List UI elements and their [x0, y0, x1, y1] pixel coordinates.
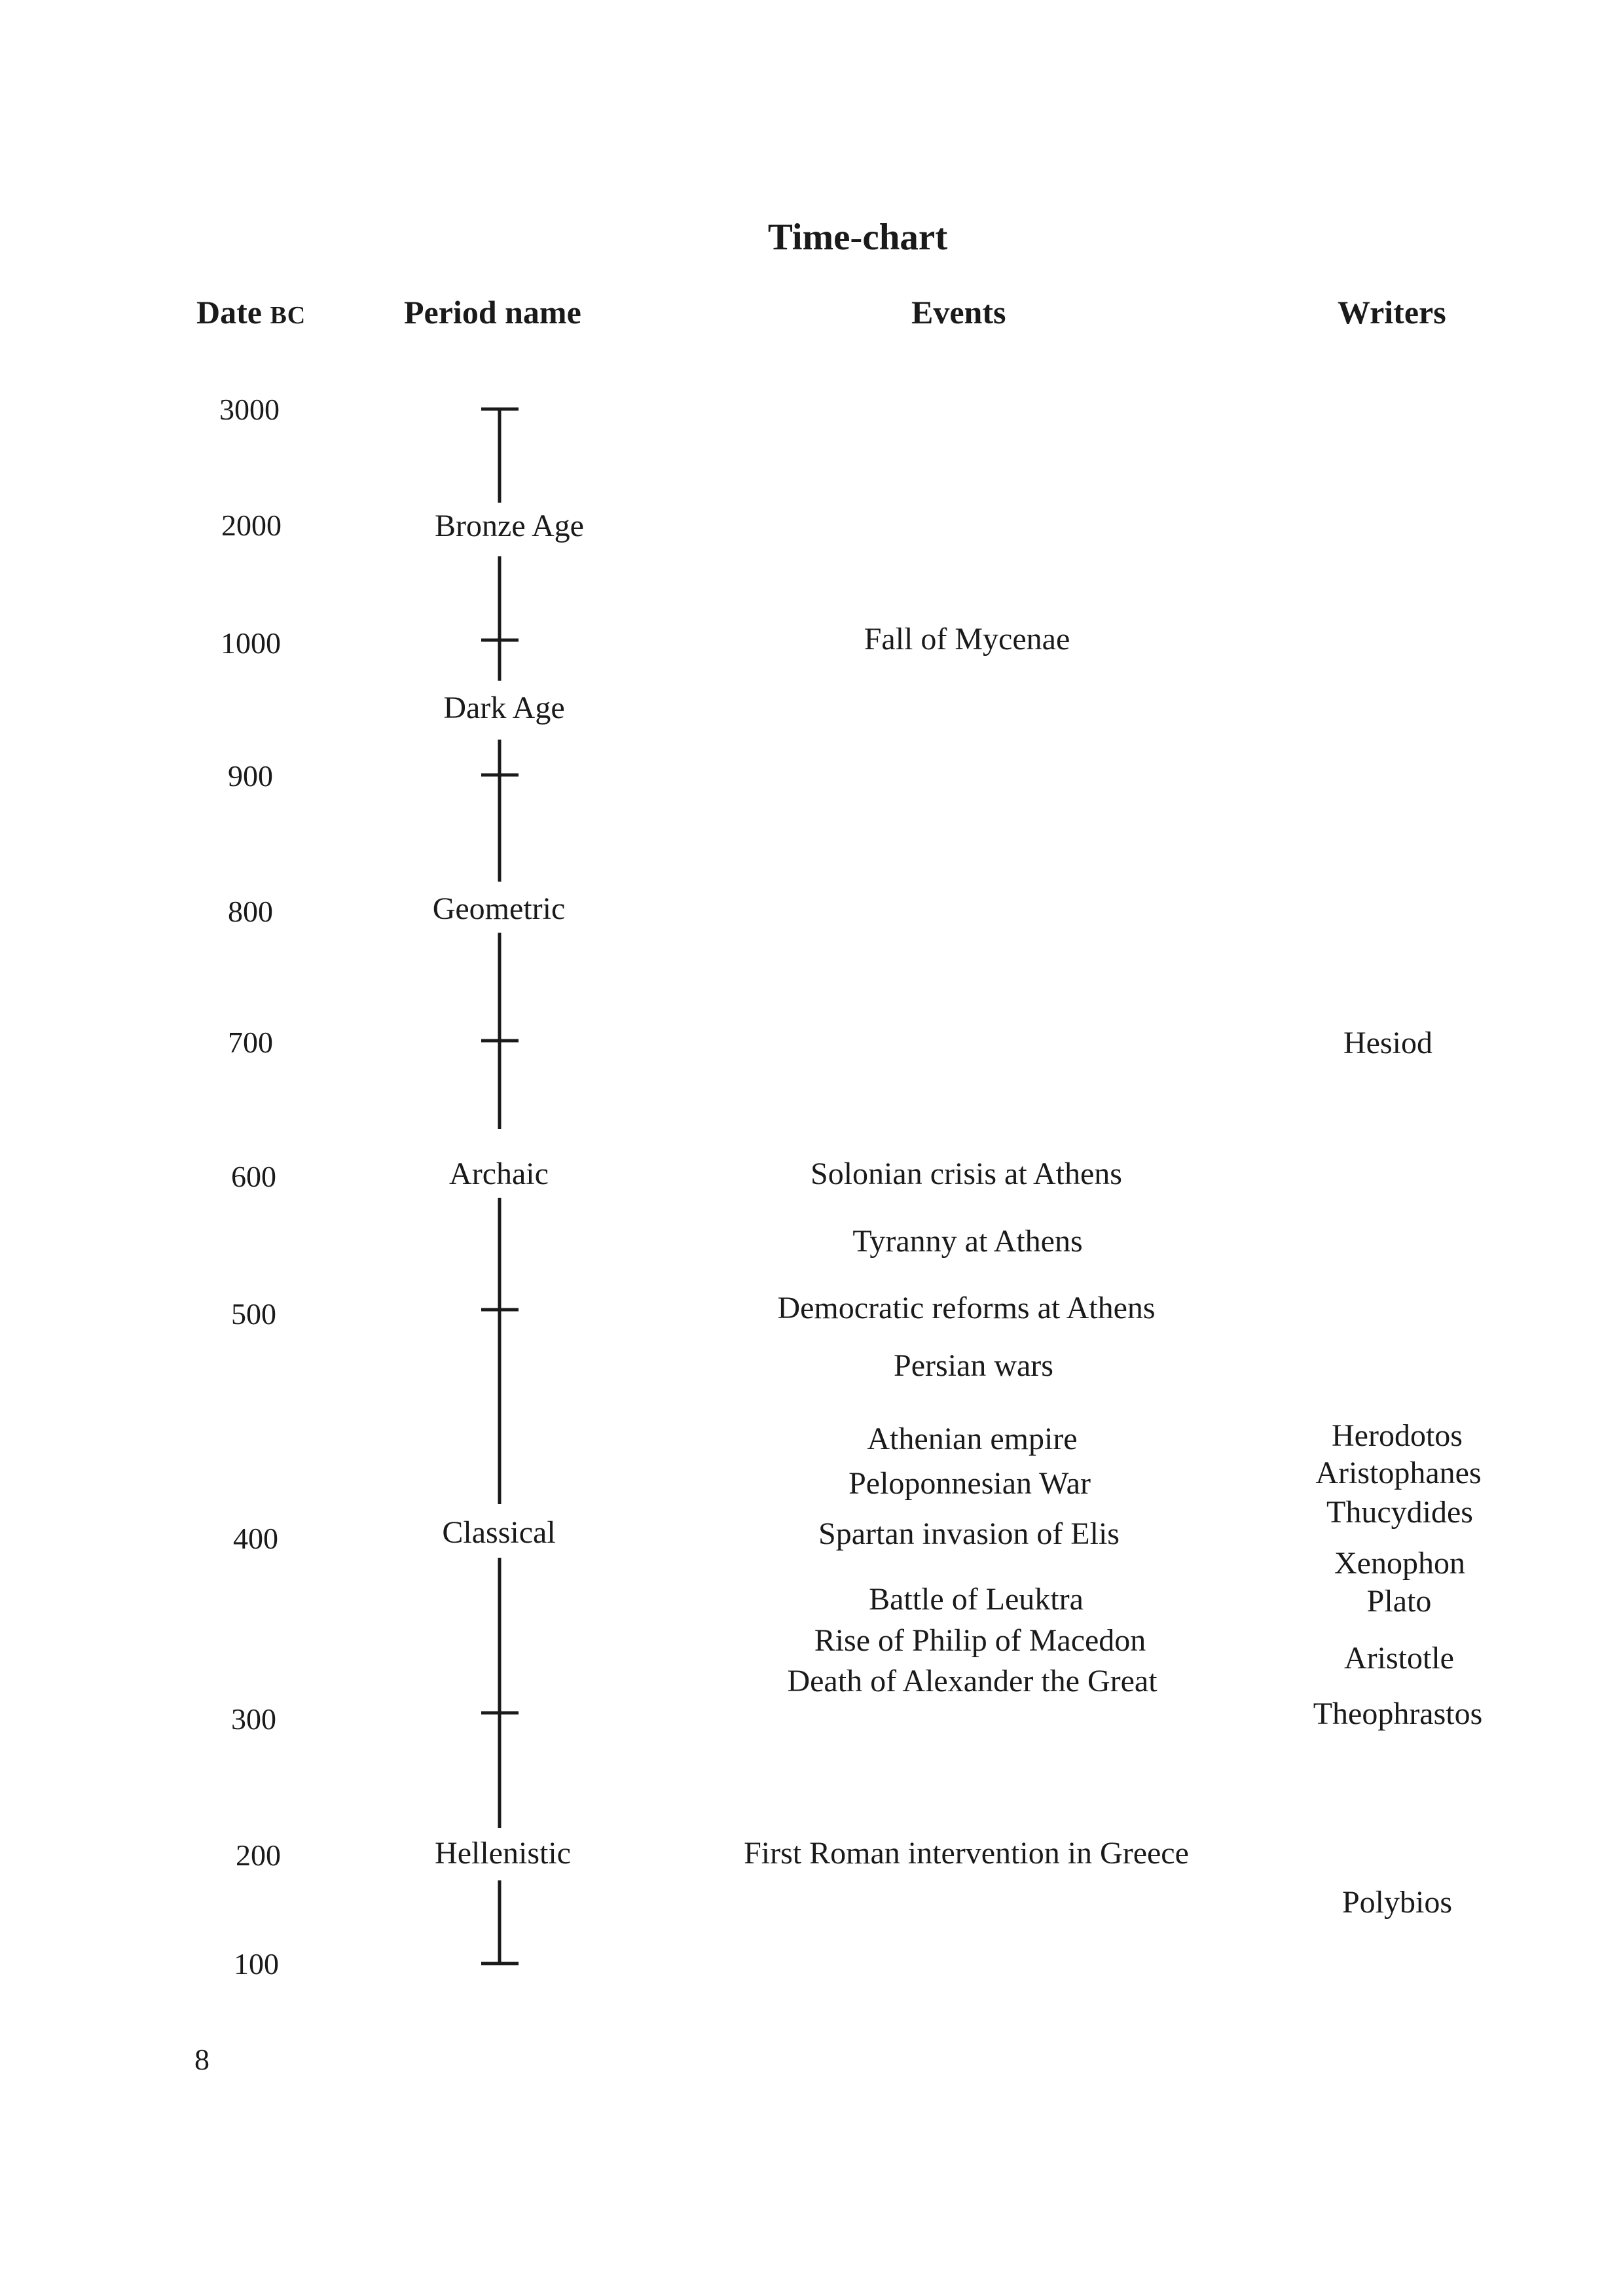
header-events: Events: [911, 294, 1006, 331]
date-label: 600: [231, 1160, 276, 1193]
date-label: 3000: [219, 393, 280, 426]
event-label: Spartan invasion of Elis: [818, 1516, 1120, 1551]
writer-label: Polybios: [1341, 1885, 1453, 1920]
period-label: Archaic: [449, 1157, 549, 1191]
period-label: Geometric: [432, 891, 566, 926]
period-label: Bronze Age: [435, 509, 584, 543]
event-label: Death of Alexander the Great: [787, 1664, 1158, 1698]
event-label: Peloponnesian War: [848, 1466, 1091, 1501]
writer-label: Plato: [1366, 1584, 1432, 1619]
event-label: Athenian empire: [867, 1422, 1078, 1456]
date-label: 200: [236, 1839, 281, 1872]
date-label: 300: [231, 1702, 276, 1736]
date-label: 800: [228, 895, 273, 928]
date-label: 100: [234, 1947, 279, 1981]
event-label: Fall of Mycenae: [864, 622, 1070, 656]
event-label: Tyranny at Athens: [852, 1224, 1083, 1259]
event-label: Solonian crisis at Athens: [811, 1157, 1122, 1191]
writer-label: Theophrastos: [1313, 1696, 1483, 1731]
writer-label: Aristotle: [1344, 1641, 1454, 1676]
date-label: 500: [231, 1297, 276, 1331]
date-label: 1000: [221, 626, 281, 660]
period-label: Dark Age: [443, 691, 565, 725]
writer-label: Herodotos: [1332, 1418, 1463, 1453]
event-label: Battle of Leuktra: [869, 1582, 1084, 1617]
event-label: Persian wars: [894, 1348, 1053, 1383]
page-number: 8: [194, 2043, 210, 2076]
period-label: Hellenistic: [435, 1836, 571, 1871]
date-label: 2000: [221, 509, 282, 542]
header-period: Period name: [404, 294, 581, 331]
date-label: 700: [228, 1026, 273, 1059]
date-label: 900: [228, 759, 273, 793]
writer-label: Aristophanes: [1315, 1456, 1482, 1490]
writer-label: Thucydides: [1326, 1495, 1473, 1530]
page-title: Time-chart: [767, 217, 948, 258]
date-label: 400: [233, 1522, 278, 1555]
event-label: Democratic reforms at Athens: [777, 1291, 1156, 1325]
writer-label: Hesiod: [1343, 1026, 1432, 1060]
header-date-suffix: BC: [270, 302, 306, 329]
period-label: Classical: [442, 1515, 556, 1550]
header-writers: Writers: [1338, 294, 1446, 331]
event-label: First Roman intervention in Greece: [744, 1836, 1189, 1871]
header-date-label: Date: [196, 294, 262, 331]
event-label: Rise of Philip of Macedon: [814, 1623, 1146, 1658]
writer-label: Xenophon: [1334, 1546, 1465, 1581]
